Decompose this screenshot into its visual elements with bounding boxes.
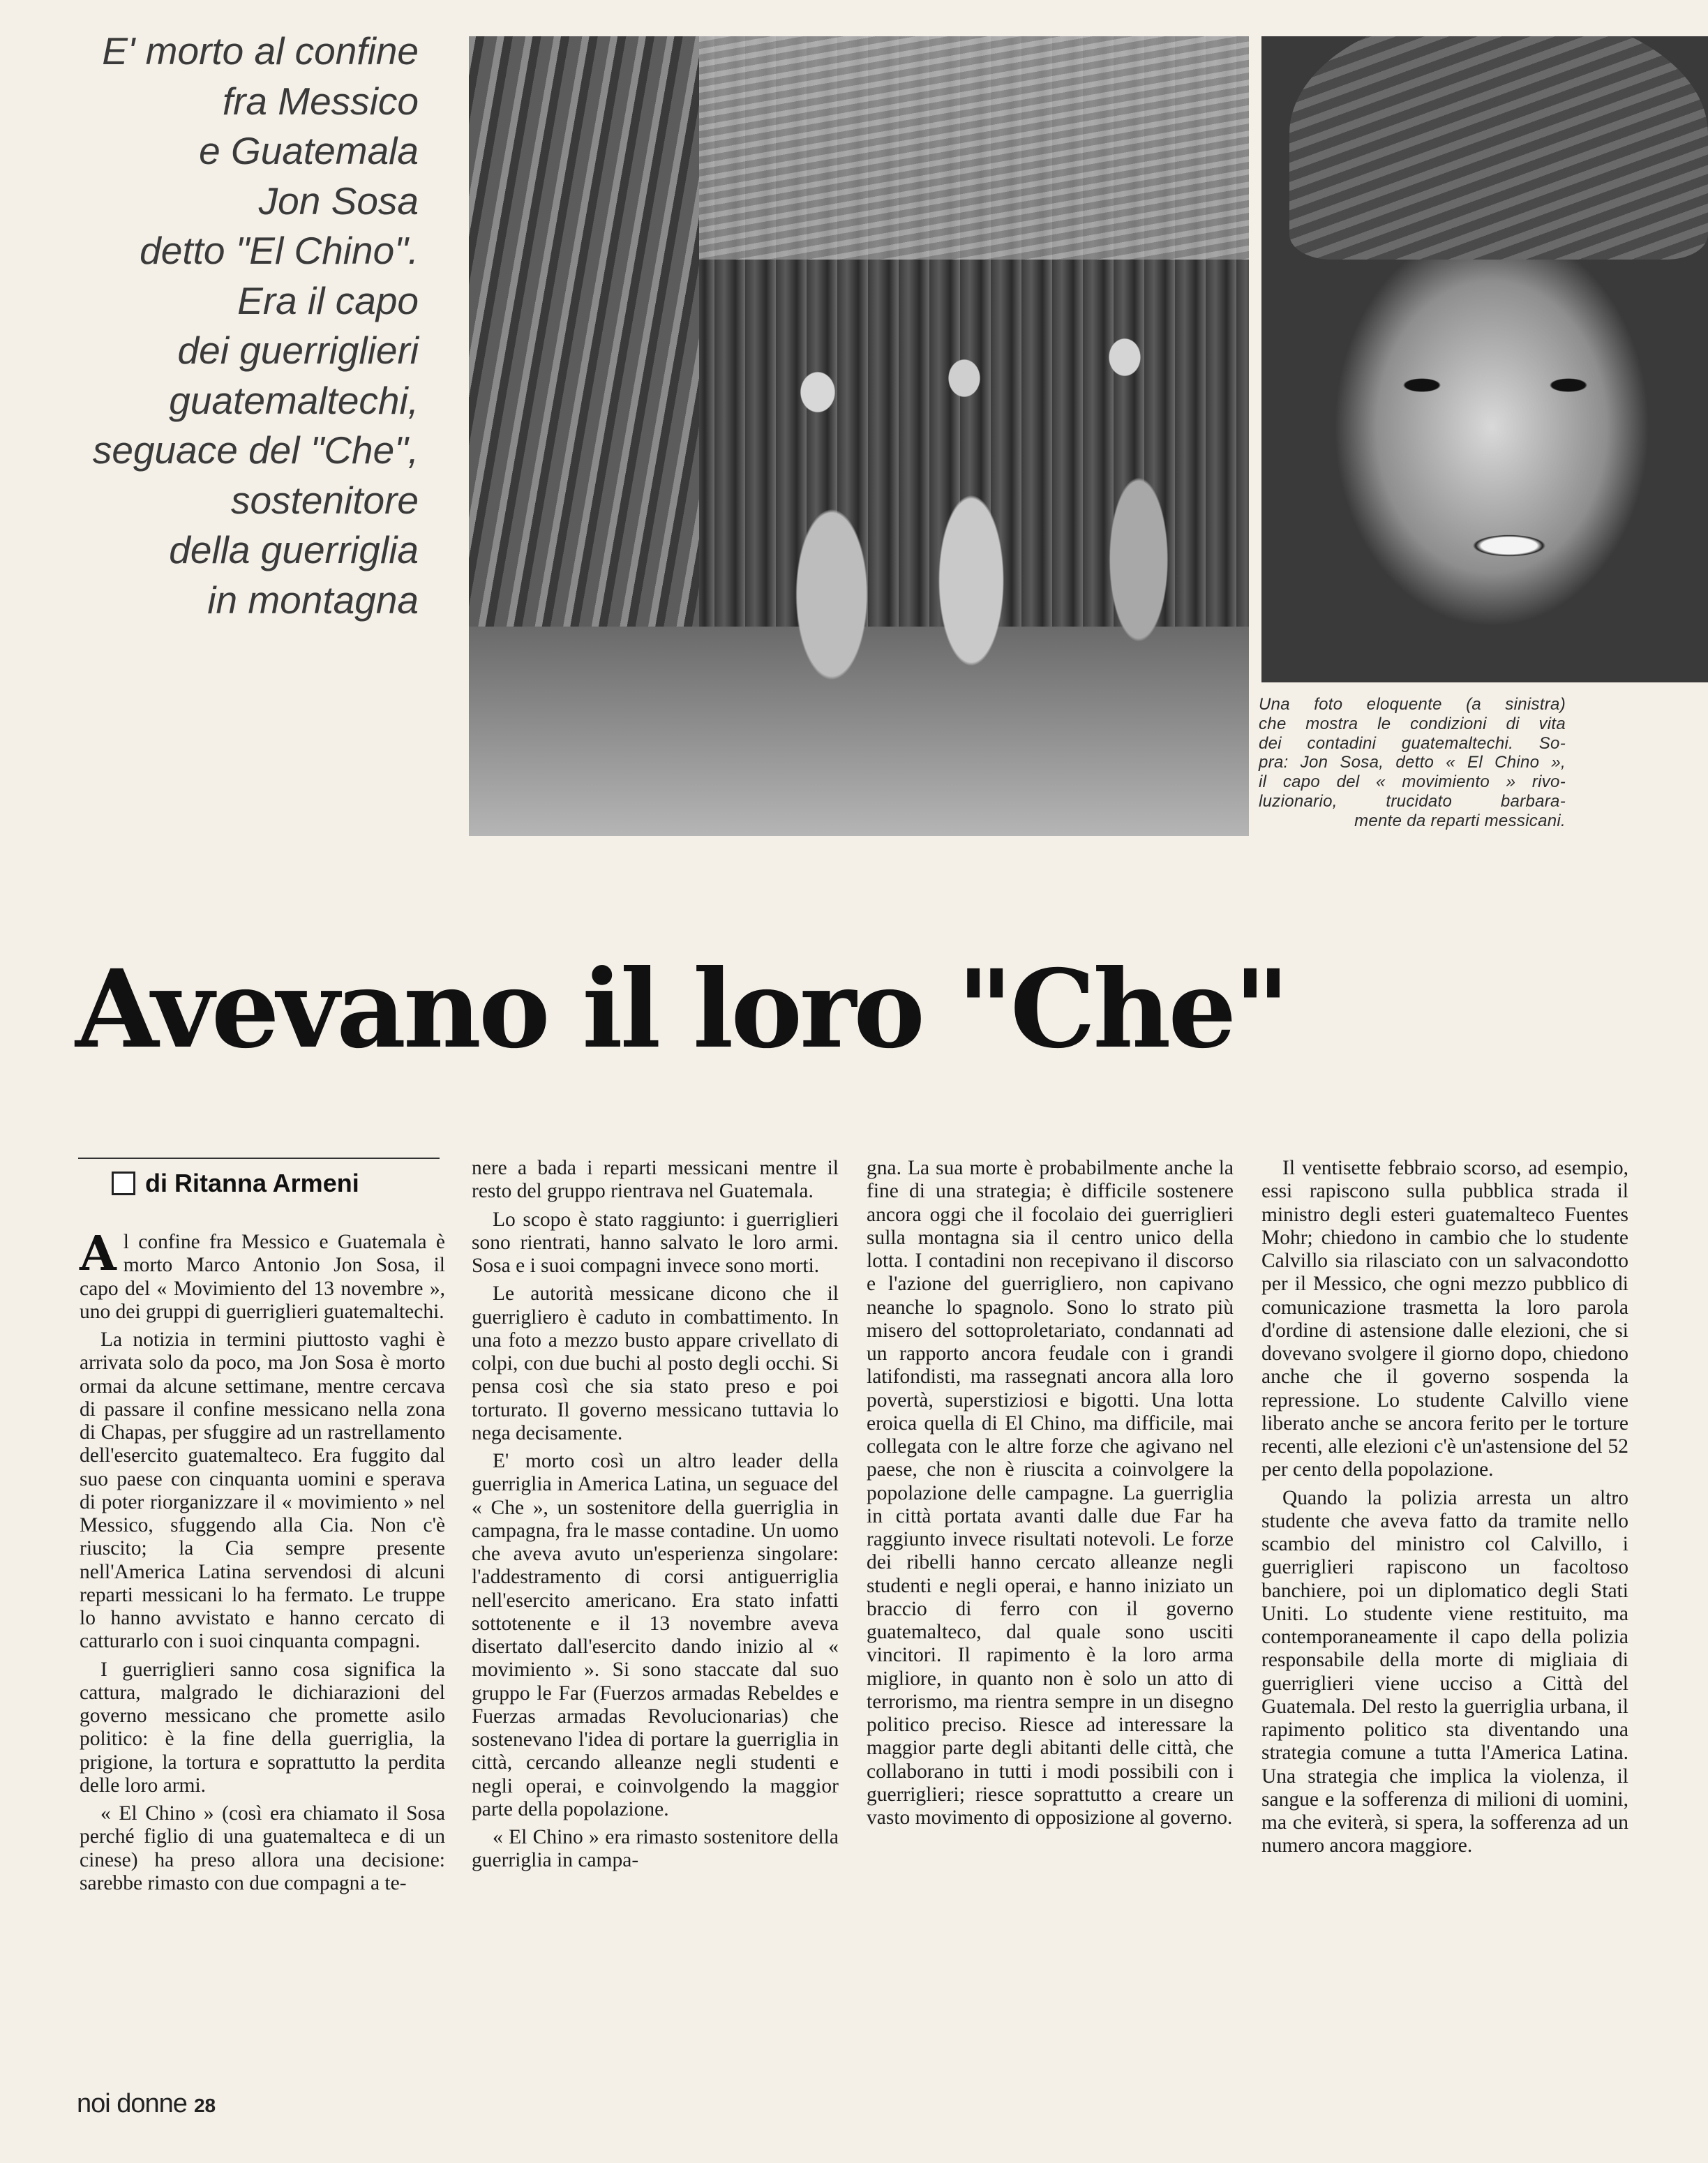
- intro-line: sostenitore: [230, 478, 419, 522]
- caption-line: il capo del « movimiento » rivo-: [1259, 772, 1566, 792]
- page-number: 28: [193, 2095, 216, 2116]
- article-column-3: [867, 1157, 1234, 1829]
- paragraph: « El Chino » (così era chiamato il Sosa perché figlio di una guatemalteca e di un cinese) ha preso allora una decisione: sarebbe rimasto con due compagni a te-: [80, 1802, 445, 1894]
- byline-box-icon: [112, 1172, 135, 1195]
- portrait-eyes: [1366, 364, 1631, 406]
- village-photo: [469, 36, 1249, 836]
- caption-line: luzionario, trucidato barbara-: [1259, 791, 1566, 811]
- article-column-2: [472, 1157, 839, 1873]
- paragraph: I guerriglieri sanno cosa significa la cattura, malgrado le dichiarazioni del governo messicano che promette asilo politico: è la fine della guerriglia, la prigione, la tortura e soprattutto la perdita delle loro armi.: [80, 1658, 445, 1797]
- photo-caption: [1259, 695, 1566, 831]
- intro-line: Jon Sosa: [258, 179, 419, 223]
- intro-line: detto "El Chino".: [140, 229, 419, 272]
- paragraph: Quando la polizia arresta un altro studente che aveva fatto da tramite nello scambio del ministro col Calvillo, i guerriglieri rapiscono un facoltoso banchiere, poi un diplomatico degli Stati Uniti. Lo studente viene restituito, ma contemporaneamente il capo della polizia responsabile della morte di migliaia di guerriglieri viene ucciso a Città del Guatemala. Del resto la guerriglia urbana, il rapimento politico sta diventando una strategia comune a tutta l'America Latina. Una strategia che implica la violenza, il sangue e la sofferenza di milioni di uomini, ma che eviterà, si spera, la sofferenza ad un numero ancora maggiore.: [1261, 1486, 1628, 1857]
- caption-line: Una foto eloquente (a sinistra): [1259, 695, 1566, 714]
- headline: Avevano il loro "Che": [75, 946, 1287, 1072]
- intro-line: seguace del "Che",: [92, 428, 419, 472]
- article-column-4: [1261, 1157, 1628, 1858]
- paragraph: E' morto così un altro leader della guerriglia in America Latina, un seguace del « Che », un sostenitore della guerriglia in campagna, fra le masse contadine. Un uomo che aveva avuto un'esperienza singolare: l'addestramento di corsi antiguerriglia nell'esercito americano. Era stato infatti sottotenente e il 13 novembre aveva disertato dall'esercito dando inizio al « movimiento ». Si sono staccate dal suo gruppo le Far (Fuerzos armadas Rebeldes e Fuerzas armadas Revolucionarias) che sostenevano l'idea di portare la guerriglia in città, cercando alleanze negli studenti e negli operai, e coinvolgendo la maggior parte della popolazione.: [472, 1450, 839, 1820]
- intro-line: E' morto al confine: [102, 29, 419, 73]
- intro-line: guatemaltechi,: [169, 378, 419, 422]
- byline: [112, 1167, 359, 1200]
- paragraph: nere a bada i reparti messicani mentre il resto del gruppo rientrava nel Guatemala.: [472, 1157, 839, 1203]
- intro-line: fra Messico: [222, 79, 419, 123]
- paragraph: La notizia in termini piuttosto vaghi è arrivata solo da poco, ma Jon Sosa è morto ormai da alcune settimane, mentre cercava di passare il confine messicano nella zona di Chapas, per sfuggire ad un rastrellamento dell'esercito guatemalteco. Era fuggito dal suo paese con cinquanta uomini e sperava di poter riorganizzare il « movimiento » nel Messico, sfuggendo alla Cia. Non c'è riuscito; la Cia sempre presente nell'America Latina servendosi di alcuni reparti messicani lo ha fermato. Le truppe lo hanno avvistato e hanno cercato di catturarlo con i suoi cinquanta compagni.: [80, 1329, 445, 1653]
- paragraph: Le autorità messicane dicono che il guerrigliero è caduto in combattimento. In una foto a mezzo busto appare crivellato di colpi, con due buchi al posto degli occhi. Si pensa così che sia stato preso e poi torturato. Il governo messicano tuttavia lo nega decisamente.: [472, 1282, 839, 1444]
- intro-text: [49, 27, 419, 625]
- paragraph: Il ventisette febbraio scorso, ad esempio, essi rapiscono sulla pubblica strada il ministro degli esteri guatemalteco Fuentes Mohr; chiedono in cambio che lo studente Calvillo sia rilasciato con un salvacondotto per il Messico, che ogni mezzo pubblico di comunicazione trasmetta la loro parola d'ordine di astensione dalle elezioni, che si dovevano svolgere il giorno dopo, chiedono anche che il governo sospenda la repressione. Lo studente Calvillo viene liberato anche se ancora ferito per le torture recenti, alle elezioni c'è un'astensione del 52 per cento della popolazione.: [1261, 1157, 1628, 1481]
- paragraph-text: l confine fra Messico e Guatemala è morto Marco Antonio Jon Sosa, il capo del « Movimiento del 13 novembre », uno dei gruppi di guerriglieri guatemaltechi.: [80, 1231, 445, 1323]
- intro-line: e Guatemala: [199, 129, 419, 172]
- paragraph: gna. La sua morte è probabilmente anche la fine di una strategia; è difficile sostenere ancora oggi che il focolaio dei guerriglieri sulla montagna sia il centro unico della lotta. I contadini non recepivano il discorso e l'azione del guerrigliero, non capivano neanche lo spagnolo. Sono lo strato più misero del sottoproletariato, condannati ad un rapporto ancora feudale con i grandi latifondisti, ma rassegnati ancora alla loro povertà, superstiziosi e bigotti. Una lotta eroica quella di El Chino, ma difficile, mai collegata con le altre forze che agivano nel paese, che non è riuscita a coinvolgere la popolazione delle campagne. La guerriglia in città portata avanti dalle due Far ha raggiunto invece risultati notevoli. Le forze dei ribelli hanno cercato alleanze negli studenti e negli operai, e hanno iniziato un braccio di ferro con il governo guatemalteco, dal quale sono usciti vincitori. Il rapimento è la loro arma migliore, in quanto non è solo un atto di terrorismo, ma rientra sempre in un disegno politico preciso. Riesce ad interessare la maggior parte degli abitanti delle città, che collaborano in tutti i modi possibili con i guerriglieri; riesce soprattutto a creare un vasto movimento di opposizione al governo.: [867, 1157, 1234, 1829]
- photo-roof: [699, 36, 1249, 260]
- caption-line: pra: Jon Sosa, detto « El Chino »,: [1259, 753, 1566, 772]
- intro-line: della guerriglia: [169, 528, 419, 571]
- portrait-mouth: [1450, 525, 1568, 567]
- intro-line: in montagna: [207, 578, 419, 622]
- caption-line: che mostra le condizioni di vita: [1259, 714, 1566, 733]
- magazine-name: noi donne: [77, 2089, 187, 2118]
- drop-cap: A: [80, 1226, 117, 1282]
- portrait-cap: [1289, 36, 1708, 260]
- paragraph: [80, 1226, 445, 1324]
- caption-line: mente da reparti messicani.: [1354, 811, 1566, 830]
- caption-line: dei contadini guatemaltechi. So-: [1259, 733, 1566, 753]
- article-column-1: [80, 1226, 445, 1895]
- paragraph: Lo scopo è stato raggiunto: i guerriglieri sono rientrati, hanno salvato le loro armi. Sosa e i suoi compagni invece sono morti.: [472, 1208, 839, 1277]
- byline-rule: [78, 1158, 440, 1159]
- intro-line: Era il capo: [237, 278, 419, 322]
- portrait-photo: [1261, 36, 1708, 682]
- byline-author: di Ritanna Armeni: [145, 1169, 359, 1197]
- paragraph: « El Chino » era rimasto sostenitore della guerriglia in campa-: [472, 1826, 839, 1872]
- photo-figures: [734, 329, 1222, 776]
- intro-line: dei guerriglieri: [177, 329, 419, 372]
- page-footer: [77, 2089, 216, 2120]
